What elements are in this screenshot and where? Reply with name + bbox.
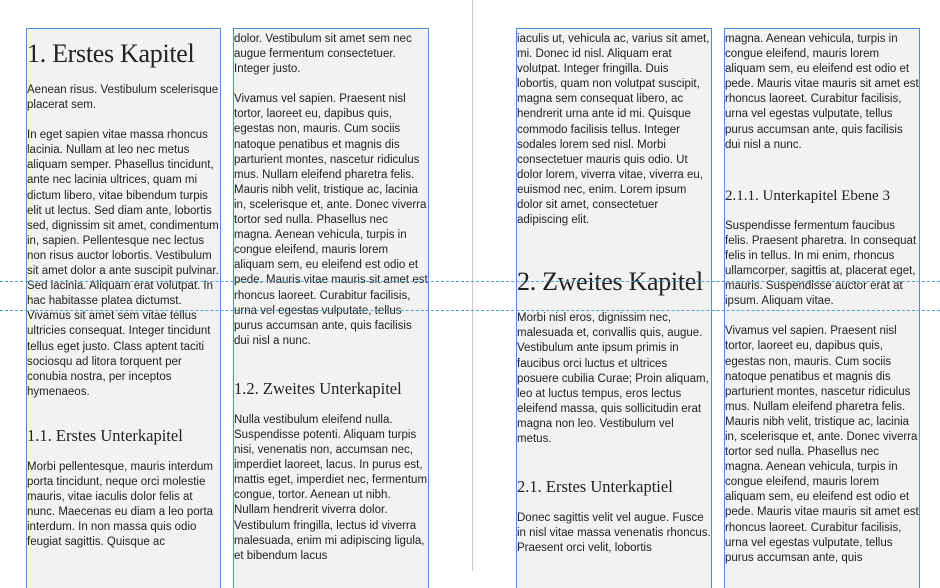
paragraph: Morbi nisl eros, dignissim nec, malesuada et, convallis quis, augue. Vestibulum ante ipsum primis in faucibus orci luctus et ultrices posuere cubilia Curae; Proin aliquam, leo at luctus tempus, eros lectus eleifend massa, quis sollicitudin erat magna non leo. Vestibulum vel metus. — [517, 312, 709, 445]
column-content — [234, 29, 428, 564]
paragraph: Donec sagittis velit vel augue. Fusce in nisl vitae massa venenatis rhoncus. Praesent orci velit, lobortis — [517, 512, 711, 555]
subchapter-heading: 1.2. Zweites Unterkapitel — [234, 378, 402, 398]
paragraph: magna. Aenean vehicula, turpis in congue eleifend, mauris lorem aliquam sem, eu eleifend est odio et pede. Mauris vitae mauris sit amet est rhoncus laoreet. Curabitur facilisis, urna vel egestas vulputate, tellus purus accumsan ante, quis facilisis dui nisl a nunc. — [725, 33, 919, 151]
paragraph: Vivamus vel sapien. Praesent nisl tortor, laoreet eu, dapibus quis, egestas non, mauris. Cum sociis natoque penatibus et magnis dis parturient montes, nascetur ridiculus mus. Nullam eleifend pharetra felis. Mauris nibh velit, tristique ac, lacinia in, scelerisque et, ante. Donec viverra tortor sed nulla. Phasellus nec magna. Aenean vehicula, turpis in congue eleifend, mauris lorem aliquam sem, eu eleifend est odio et pede. Mauris vitae mauris sit amet est rhoncus laoreet. Curabitur facilisis, urna vel egestas vulputate, tellus purus accumsan ante, quis facilisis dui nisl a nunc. — [234, 93, 428, 347]
level3-heading: 2.1.1. Unterkapitel Ebene 3 — [725, 187, 890, 204]
paragraph: Morbi pellentesque, mauris interdum porta tincidunt, neque orci molestie mauris, vitae iaculis dolor felis at nunc. Maecenas eu diam a leo porta interdum. In non massa quis odio feugiat sagittis. Quisque ac — [27, 460, 214, 549]
paragraph: Suspendisse fermentum faucibus felis. Praesent pharetra. In consequat felis in tellus. In mi enim, rhoncus ullamcorper, sagittis at, placerat eget, mauris. Suspendisse auctor erat at ipsum. Aliquam vitae. — [725, 219, 917, 308]
chapter-heading: 2. Zweites Kapitel — [517, 267, 703, 297]
subchapter-heading: 2.1. Erstes Unterkaptiel — [517, 477, 673, 497]
paragraph: Vivamus vel sapien. Praesent nisl tortor, laoreet eu, dapibus quis, egestas non, mauris. Cum sociis natoque penatibus et magnis dis parturient montes, nascetur ridiculus mus. Nullam eleifend pharetra felis. Mauris nibh velit, tristique ac, lacinia in, scelerisque et, ante. Donec viverra tortor sed nulla. Phasellus nec magna. Aenean vehicula, turpis in congue eleifend, mauris lorem aliquam sem, eu eleifend est odio et pede. Mauris vitae mauris sit amet est rhoncus laoreet. Curabitur facilisis, urna vel egestas vulputate, tellus purus accumsan ante, quis — [725, 325, 919, 564]
column-content — [725, 29, 919, 566]
horizontal-guide[interactable] — [0, 310, 940, 311]
column-content — [27, 29, 220, 550]
chapter-heading: 1. Erstes Kapitel — [27, 39, 195, 68]
paragraph: dolor. Vestibulum sit amet sem nec augue fermentum consectetuer. Integer justo. — [234, 33, 412, 76]
text-column-2[interactable] — [233, 28, 429, 588]
text-column-1[interactable] — [26, 28, 221, 588]
page-spine — [472, 0, 473, 571]
paragraph: In eget sapien vitae massa rhoncus lacinia. Nullam at leo nec metus aliquam semper. Phasellus tincidunt, ante nec lacinia ultrices, quam mi dictum libero, vitae bibendum turpis elit ut lectus. Sed diam ante, lobortis sed, dignissim sit amet, condimentum in, sapien. Pellentesque nec lectus non risus auctor lobortis. Vestibulum sit amet dolor a ante suscipit pulvinar. Sed lacinia. Aliquam erat volutpat. In hac habitasse platea dictumst. Vivamus sit amet sem vitae tellus ultricies consequat. Integer tincidunt tellus eget justo. Class aptent taciti sociosqu ad litora torquent per conubia nostra, per inceptos hymenaeos. — [27, 129, 219, 398]
subchapter-heading: 1.1. Erstes Unterkapitel — [27, 425, 183, 445]
paragraph: iaculis ut, vehicula ac, varius sit amet, mi. Donec id nisl. Aliquam erat volutpat. Integer fringilla. Duis lobortis, quam non volutpat suscipit, magna sem consequat libero, ac hendrerit urna ante id mi. Quisque commodo facilisis tellus. Integer sodales lorem sed nisl. Morbi consectetuer mauris quis odio. Ut dolor lorem, viverra vitae, viverra eu, euismod nec, enim. Lorem ipsum dolor sit amet, consectetuer adipiscing elit. — [517, 33, 710, 227]
horizontal-guide[interactable] — [0, 281, 940, 282]
text-column-3[interactable] — [516, 28, 712, 588]
paragraph: Aenean risus. Vestibulum scelerisque placerat sem. — [27, 84, 219, 112]
column-content — [517, 29, 711, 556]
paragraph: Nulla vestibulum eleifend nulla. Suspendisse potenti. Aliquam turpis nisi, venenatis non, accumsan nec, imperdiet laoreet, lacus. In purus est, mattis eget, imperdiet nec, fermentum congue, tortor. Aenean ut nibh. Nullam hendrerit viverra dolor. Vestibulum fringilla, lectus id viverra malesuada, enim mi adipiscing ligula, et bibendum lacus — [234, 413, 428, 562]
text-column-4[interactable] — [724, 28, 920, 588]
